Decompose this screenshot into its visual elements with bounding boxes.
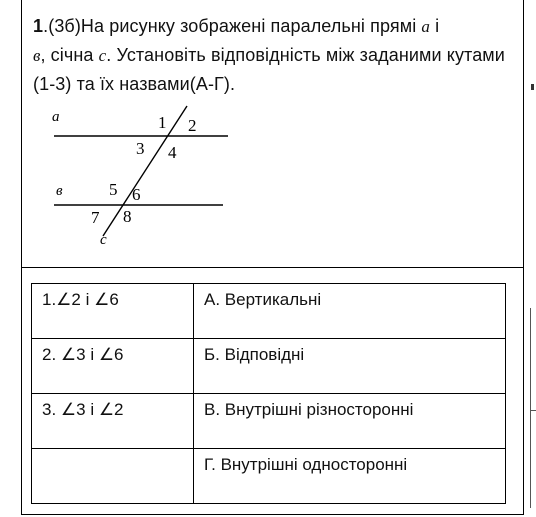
parallel-lines-figure bbox=[40, 104, 240, 259]
angle-5-label: 5 bbox=[109, 180, 118, 199]
angle-1-label: 1 bbox=[158, 113, 167, 132]
label-a: a bbox=[52, 109, 60, 125]
angle-4-label: 4 bbox=[168, 143, 177, 162]
angle-8-label: 8 bbox=[123, 207, 132, 226]
neighbor-page-edge bbox=[529, 0, 536, 517]
angle-6-label: 6 bbox=[132, 185, 141, 204]
figure-svg bbox=[40, 104, 240, 254]
line-a-name: a bbox=[421, 17, 431, 36]
angle-pair-cell bbox=[32, 449, 194, 504]
table-row bbox=[32, 284, 506, 339]
transversal-c bbox=[103, 106, 187, 236]
angle-3-label: 3 bbox=[136, 139, 145, 158]
angle-name-cell: А. Вертикальні bbox=[194, 284, 506, 339]
table-row bbox=[32, 339, 506, 394]
angle-name-cell: В. Внутрішні різносторонні bbox=[194, 394, 506, 449]
angle-pair-cell: 2. ∠3 і ∠6 bbox=[32, 339, 194, 394]
task-statement bbox=[33, 12, 513, 99]
edge-stub bbox=[530, 410, 536, 411]
angle-pair-cell: 3. ∠3 і ∠2 bbox=[32, 394, 194, 449]
task-mid: , січна bbox=[40, 45, 99, 65]
matching-table bbox=[31, 283, 506, 504]
angle-2-label: 2 bbox=[188, 116, 197, 135]
angle-name-cell: Г. Внутрішні односторонні bbox=[194, 449, 506, 504]
section-divider bbox=[21, 267, 524, 268]
label-b: в bbox=[56, 183, 63, 199]
table-row bbox=[32, 449, 506, 504]
edge-line bbox=[530, 308, 531, 508]
task-outro: . Установіть відповідність між заданими кутами (1-3) та їх назвами(А-Г). bbox=[33, 45, 505, 94]
label-c: c bbox=[100, 232, 107, 248]
task-intro: .(3б)На рисунку зображені паралельні прямі bbox=[43, 16, 422, 36]
task-and: і bbox=[430, 16, 440, 36]
angle-7-label: 7 bbox=[91, 208, 100, 227]
edge-mark bbox=[531, 84, 534, 90]
task-number: 1 bbox=[33, 16, 44, 36]
table-row bbox=[32, 394, 506, 449]
angle-name-cell: Б. Відповідні bbox=[194, 339, 506, 394]
angle-pair-cell: 1.∠2 і ∠6 bbox=[32, 284, 194, 339]
line-b-name: в bbox=[33, 46, 41, 65]
line-c-name: с bbox=[98, 46, 107, 65]
